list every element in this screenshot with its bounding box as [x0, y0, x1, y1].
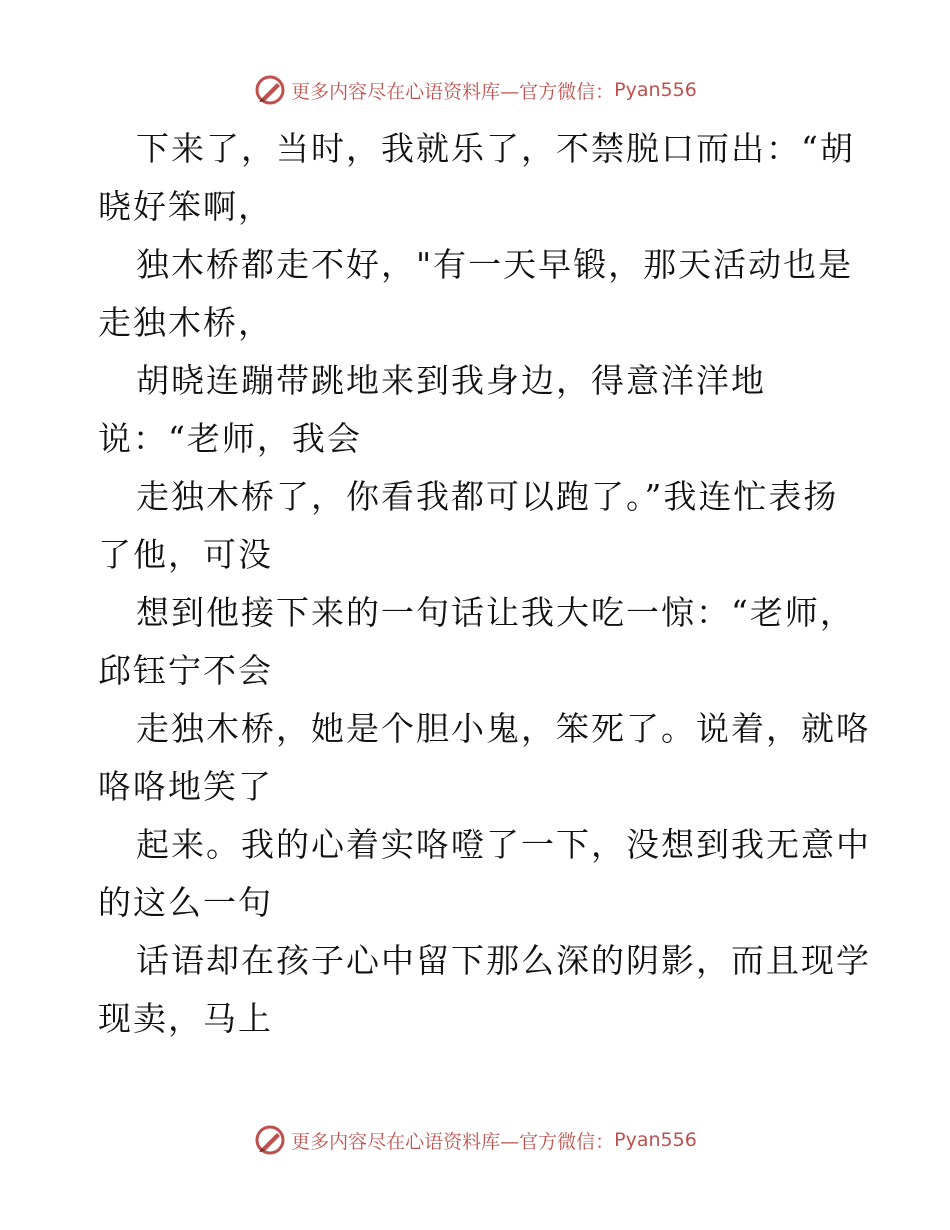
pen-logo-icon [253, 73, 287, 107]
text-line: 说：“老师，我会 [98, 419, 362, 458]
header-wechat-id: Pyan556 [614, 79, 697, 101]
text-line: 走独木桥，她是个胆小鬼，笨死了。说着，就咯 [136, 709, 871, 748]
text-line: 想到他接下来的一句话让我大吃一惊：“老师， [136, 593, 855, 632]
footer-site-text: 更多内容尽在心语资料库—官方微信： [291, 1130, 615, 1153]
text-line: 晓好笨啊， [98, 187, 273, 226]
text-line: 了他，可没 [98, 535, 273, 574]
text-line: 胡晓连蹦带跳地来到我身边，得意洋洋地 [136, 361, 766, 400]
text-line: 的这么一句 [98, 883, 273, 922]
text-line: 走独木桥了，你看我都可以跑了。”我连忙表扬 [136, 477, 839, 516]
footer-wechat-id: Pyan556 [614, 1129, 697, 1151]
text-line: 下来了，当时，我就乐了，不禁脱口而出：“胡 [136, 129, 855, 168]
text-line: 起来。我的心着实咯噔了一下，没想到我无意中 [136, 825, 871, 864]
text-line: 咯咯地笑了 [98, 767, 273, 806]
document-body [98, 120, 871, 1048]
header-banner [0, 70, 950, 110]
pen-logo-icon [253, 1123, 287, 1157]
text-line: 现卖，马上 [98, 999, 273, 1038]
text-line: 话语却在孩子心中留下那么深的阴影，而且现学 [136, 941, 871, 980]
text-line: 独木桥都走不好，"有一天早锻，那天活动也是 [136, 245, 854, 284]
text-line: 邱钰宁不会 [98, 651, 273, 690]
text-line: 走独木桥， [98, 303, 273, 342]
header-site-text: 更多内容尽在心语资料库—官方微信： [291, 80, 615, 103]
footer-banner [0, 1120, 950, 1160]
